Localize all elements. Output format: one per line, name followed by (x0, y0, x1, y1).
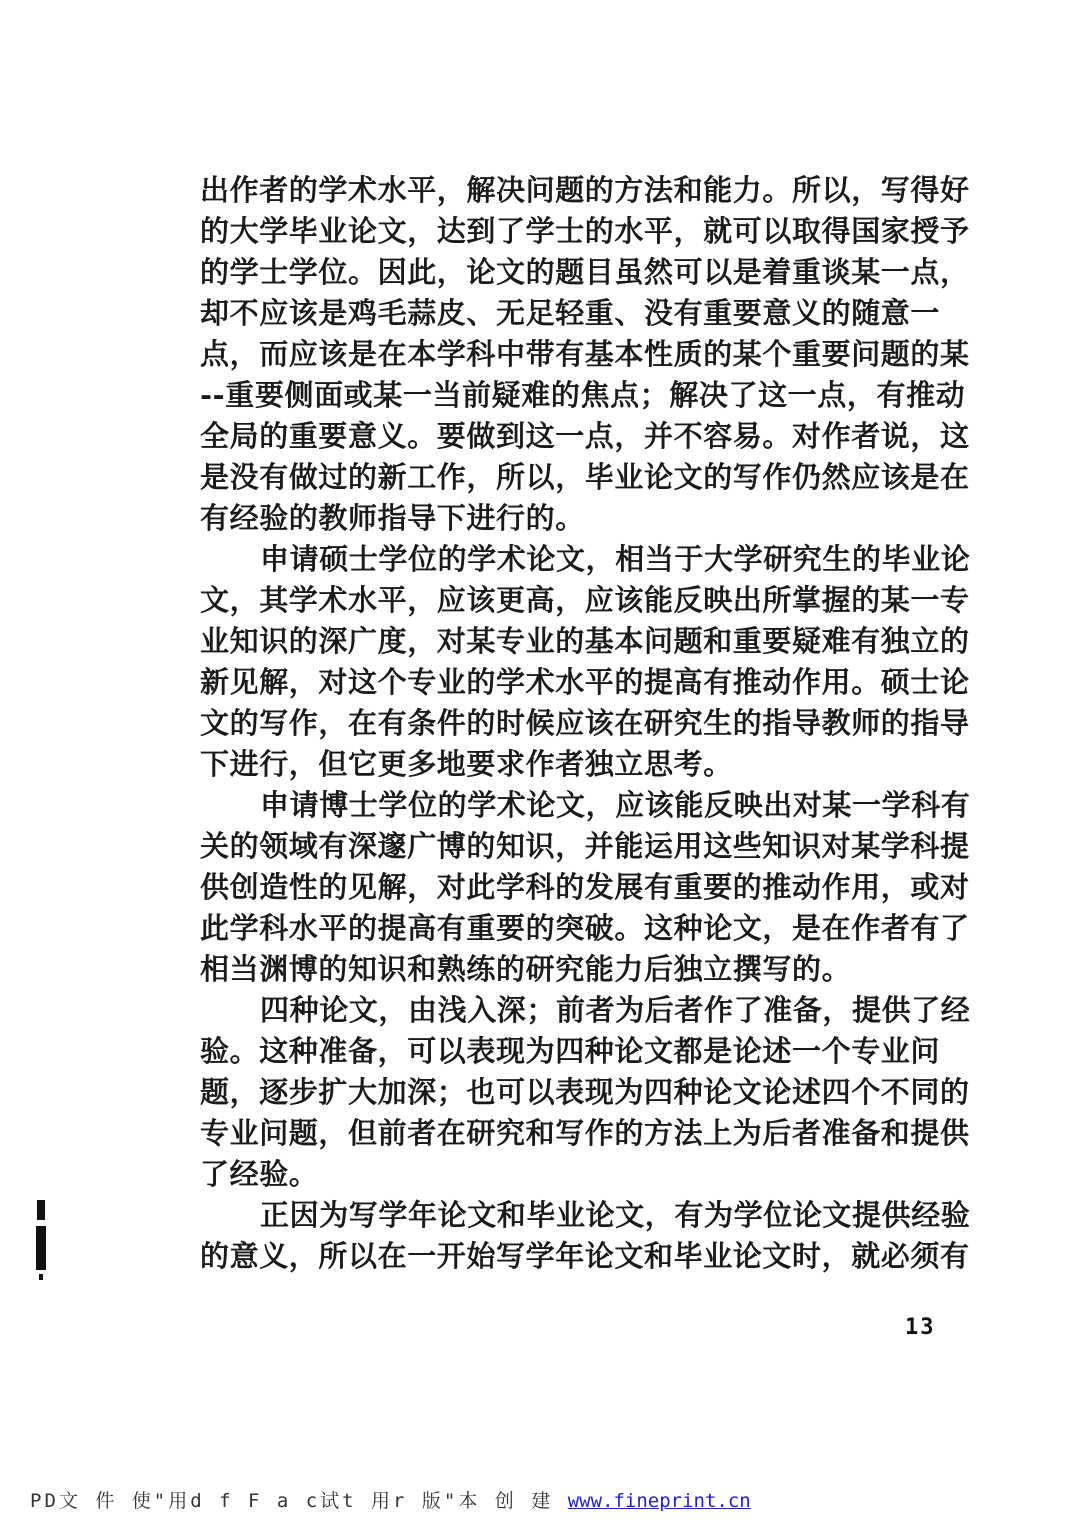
body-text (200, 170, 970, 1277)
paragraph-line: 是没有做过的新工作，所以，毕业论文的写作仍然应该是在 (200, 460, 970, 494)
paragraph-line: 的意义，所以在一开始写学年论文和毕业论文时，就必须有 (200, 1239, 970, 1273)
paragraph-line: 关的领域有深邃广博的知识，并能运用这些知识对某学科提 (200, 829, 970, 863)
paragraph-line: 申请硕士学位的学术论文，相当于大学研究生的毕业论 (260, 542, 971, 576)
paragraph-line: 却不应该是鸡毛蒜皮、无足轻重、没有重要意义的随意一 (200, 296, 941, 330)
paragraph-line: 文的写作，在有条件的时候应该在研究生的指导教师的指导 (200, 706, 970, 740)
paragraph-line: 专业问题，但前者在研究和写作的方法上为后者准备和提供 (200, 1116, 970, 1150)
paragraph-line: 出作者的学术水平，解决问题的方法和能力。所以，写得好 (200, 173, 970, 207)
paragraph-line: 正因为写学年论文和毕业论文，有为学位论文提供经验 (260, 1198, 971, 1232)
watermark-text: PD文 件 使"用d f F a c试t 用r 版"本 创 建 (30, 1490, 554, 1512)
paragraph-line: 相当渊博的知识和熟练的研究能力后独立撰写的。 (200, 952, 852, 986)
paragraph-line: --重要侧面或某一当前疑难的焦点；解决了这一点，有推动 (200, 378, 966, 412)
paragraph-line: 了经验。 (200, 1157, 319, 1191)
watermark-link[interactable]: www.fineprint.cn (567, 1490, 751, 1512)
paragraph-line: 有经验的教师指导下进行的。 (200, 501, 585, 535)
paragraph-line: 点，而应该是在本学科中带有基本性质的某个重要问题的某 (200, 337, 970, 371)
paragraph-line: 题，逐步扩大加深；也可以表现为四种论文论述四个不同的 (200, 1075, 970, 1109)
paragraph-line: 业知识的深广度，对某专业的基本问题和重要疑难有独立的 (200, 624, 970, 658)
paragraph-line: 下进行，但它更多地要求作者独立思考。 (200, 747, 733, 781)
paragraph-line: 全局的重要意义。要做到这一点，并不容易。对作者说，这 (200, 419, 970, 453)
scan-margin-marks (34, 1200, 48, 1282)
paragraph-line: 四种论文，由浅入深；前者为后者作了准备，提供了经 (260, 993, 971, 1027)
paragraph-line: 新见解，对这个专业的学术水平的提高有推动作用。硕士论 (200, 665, 970, 699)
paragraph-line: 供创造性的见解，对此学科的发展有重要的推动作用，或对 (200, 870, 970, 904)
watermark-footer (30, 1486, 751, 1513)
paragraph-line: 文，其学术水平，应该更高，应该能反映出所掌握的某一专 (200, 583, 970, 617)
paragraph-line: 申请博士学位的学术论文，应该能反映出对某一学科有 (260, 788, 971, 822)
paragraph-line: 的学士学位。因此，论文的题目虽然可以是着重谈某一点， (200, 255, 970, 289)
page-number: 13 (905, 1315, 936, 1340)
paragraph-line: 的大学毕业论文，达到了学士的水平，就可以取得国家授予 (200, 214, 970, 248)
paragraph-line: 验。这种准备，可以表现为四种论文都是论述一个专业问 (200, 1034, 941, 1068)
paragraph-line: 此学科水平的提高有重要的突破。这种论文，是在作者有了 (200, 911, 970, 945)
